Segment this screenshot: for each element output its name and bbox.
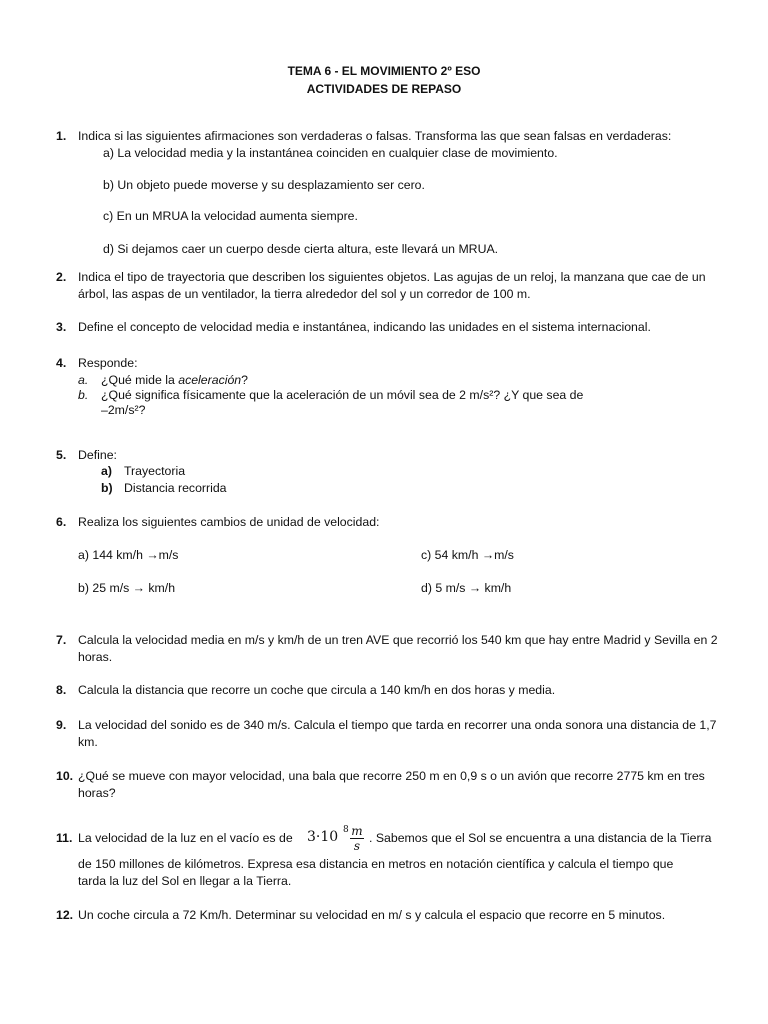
item-text-pre: ¿Qué mide la — [101, 373, 179, 387]
question-number: 4. — [56, 356, 67, 370]
document-subtitle: ACTIVIDADES DE REPASO — [306, 82, 462, 96]
question-1-item-d: d) Si dejamos caer un cuerpo desde cierta altura, este llevará un MRUA. — [103, 242, 499, 256]
question-number: 3. — [56, 320, 67, 334]
question-text: Calcula la distancia que recorre un coche que circula a 140 km/h en dos horas y media. — [78, 683, 556, 697]
question-6-item-b: b) 25 m/s → km/h — [78, 581, 176, 595]
question-number: 7. — [56, 633, 67, 647]
question-1-item-a: a) La velocidad media y la instantánea coinciden en cualquier clase de movimiento. — [103, 146, 558, 160]
question-number: 6. — [56, 515, 67, 529]
question-text: Un coche circula a 72 Km/h. Determinar su velocidad en m/ s y calcula el espacio que recorre en 5 minutos. — [78, 908, 666, 922]
item-label: a. — [78, 373, 89, 387]
item-label: a) — [101, 464, 112, 478]
item-text: Distancia recorrida — [124, 481, 227, 495]
question-number: 12. — [56, 908, 74, 922]
question-number: 10. — [56, 769, 74, 783]
question-text: ¿Qué se mueve con mayor velocidad, una bala que recorre 250 m en 0,9 s o un avión que recorre 2775 km en tres horas? — [78, 769, 705, 800]
question-4-item-b-cont: –2m/s²? — [101, 403, 146, 417]
question-4-item-b — [78, 387, 583, 404]
question-11-line-2: de 150 millones de kilómetros. Expresa esa distancia en metros en notación científica y calcula el tiempo que — [78, 857, 674, 871]
question-text: Define: — [78, 448, 117, 462]
item-text: ¿Qué significa físicamente que la aceleración de un móvil sea de 2 m/s²? ¿Y que sea de — [101, 388, 584, 402]
question-5-item-b — [101, 480, 227, 497]
formula-fraction — [350, 824, 364, 853]
question-number: 1. — [56, 129, 67, 143]
question-text: Realiza los siguientes cambios de unidad de velocidad: — [78, 515, 380, 529]
formula-denominator: s — [353, 839, 361, 853]
question-number: 2. — [56, 270, 67, 284]
question-6-item-c: c) 54 km/h →m/s — [421, 548, 514, 562]
question-11-line-3: tarda la luz del Sol en llegar a la Tierra. — [78, 874, 292, 888]
question-text: La velocidad del sonido es de 340 m/s. Calcula el tiempo que tarda en recorrer una onda sonora una distancia de 1,7 km. — [78, 718, 717, 749]
formula-base: 3·10 — [307, 829, 339, 845]
question-text: Responde: — [78, 356, 138, 370]
item-text: Trayectoria — [124, 464, 186, 478]
question-1-item-b: b) Un objeto puede moverse y su desplazamiento ser cero. — [103, 178, 425, 192]
item-text-emphasis: aceleración — [178, 373, 242, 387]
question-text: Indica el tipo de trayectoria que describen los siguientes objetos. Las agujas de un reloj, la manzana que cae de un árbol, las aspas de un ventilador, la tierra alrededor del sol y un corredor de 100 m. — [78, 270, 706, 301]
question-number: 8. — [56, 683, 67, 697]
question-text: La velocidad de la luz en el vacío es de — [78, 831, 293, 845]
question-number: 5. — [56, 448, 67, 462]
speed-of-light-formula — [307, 824, 367, 856]
question-6-item-d: d) 5 m/s → km/h — [421, 581, 512, 595]
question-text: Define el concepto de velocidad media e instantánea, indicando las unidades en el sistema internacional. — [78, 320, 651, 334]
question-6-item-a: a) 144 km/h →m/s — [78, 548, 179, 562]
item-label: b) — [101, 481, 113, 495]
item-label: b. — [78, 388, 89, 402]
document-title: TEMA 6 - EL MOVIMIENTO 2º ESO — [287, 64, 481, 78]
formula-exponent: 8 — [343, 825, 349, 835]
question-1-item-c: c) En un MRUA la velocidad aumenta siempre. — [103, 209, 358, 223]
question-11-text-cont: . Sabemos que el Sol se encuentra a una distancia de la Tierra — [369, 831, 712, 845]
formula-numerator: m — [351, 824, 363, 838]
question-text: Indica si las siguientes afirmaciones son verdaderas o falsas. Transforma las que sean falsas en verdaderas: — [78, 129, 672, 143]
question-number: 9. — [56, 718, 67, 732]
question-text: Calcula la velocidad media en m/s y km/h de un tren AVE que recorrió los 540 km que hay entre Madrid y Sevilla en 2 horas. — [78, 633, 718, 664]
question-5-item-a — [101, 463, 185, 480]
question-number: 11. — [56, 831, 73, 845]
item-text-post: ? — [241, 373, 248, 387]
